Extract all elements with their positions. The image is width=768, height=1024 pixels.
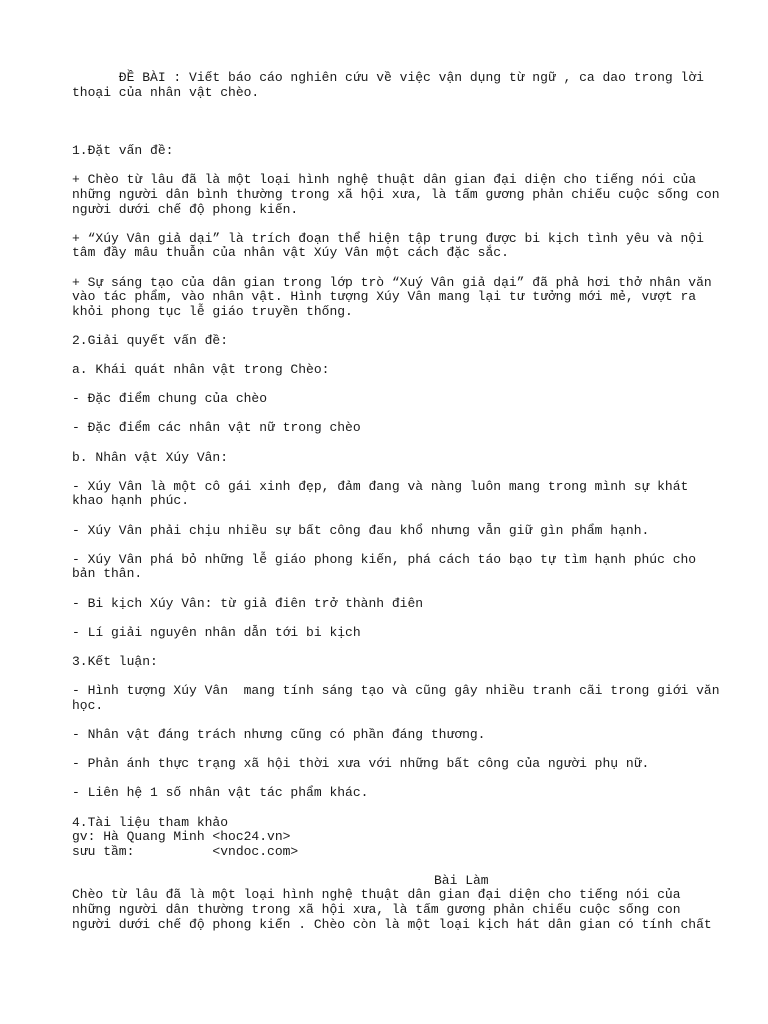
section-1-heading: 1.Đặt vấn đề: <box>72 143 174 159</box>
section-4-heading: 4.Tài liệu tham khảo <box>72 814 229 830</box>
list-item: - Nhân vật đáng trách nhưng cũng có phần đáng thương. <box>72 726 486 742</box>
list-item: - Đặc điểm các nhân vật nữ trong chèo <box>72 420 361 436</box>
section-3-heading: 3.Kết luận: <box>72 653 158 669</box>
list-item: - Xúy Vân là một cô gái xinh đẹp, đảm đang và nàng luôn mang trong mình sự khát khao hạnh phúc. <box>72 478 689 509</box>
essay-body: Chèo từ lâu đã là một loại hình nghệ thuật dân gian đại diện cho tiếng nói của những người dân thường trong xã hội xưa, là tấm gương phản chiếu cuộc sống con người dưới chế độ phong kiến . Chèo còn là một loại kịch hát dân gian có tính chất <box>72 887 712 932</box>
list-item: - Liên hệ 1 số nhân vật tác phẩm khác. <box>72 785 369 801</box>
list-item: - Lí giải nguyên nhân dẫn tới bi kịch <box>72 624 361 640</box>
list-item: - Hình tượng Xúy Vân mang tính sáng tạo và cũng gây nhiều tranh cãi trong giới văn học. <box>72 683 720 713</box>
assignment-title-line-1: ĐỀ BÀI : Viết báo cáo nghiên cứu về việc vận dụng từ ngữ , ca dao trong lời <box>72 70 704 85</box>
list-item: - Xúy Vân phải chịu nhiều sự bất công đau khổ nhưng vẫn giữ gìn phẩm hạnh. <box>72 522 650 538</box>
document-page <box>72 70 720 932</box>
subsection-b-heading: b. Nhân vật Xúy Vân: <box>72 449 229 465</box>
list-item: - Xúy Vân phá bỏ những lễ giáo phong kiến, phá cách táo bạo tự tìm hạnh phúc cho bản thân. <box>72 551 697 582</box>
list-item: - Đặc điểm chung của chèo <box>72 391 268 407</box>
reference-line: gv: Hà Quang Minh <hoc24.vn> <box>72 829 291 845</box>
essay-title: Bài Làm <box>434 872 489 888</box>
subsection-a-heading: a. Khái quát nhân vật trong Chèo: <box>72 362 330 378</box>
reference-line: sưu tầm: <vndoc.com> <box>72 843 299 859</box>
section-1-paragraph-2: + “Xúy Vân giả dại” là trích đoạn thể hiện tập trung được bi kịch tình yêu và nội tâm đầy mâu thuẫn của nhân vật Xúy Vân một cách đặc sắc. <box>72 230 704 261</box>
section-1-paragraph-3: + Sự sáng tạo của dân gian trong lớp trò “Xuý Vân giả dại” đã phả hơi thở nhân văn vào tác phẩm, vào nhân vật. Hình tượng Xúy Vân mang lại tư tưởng mới mẻ, vượt ra khỏi phong tục lễ giáo truyền thống. <box>72 274 712 319</box>
list-item: - Phản ánh thực trạng xã hội thời xưa với những bất công của người phụ nữ. <box>72 756 650 772</box>
list-item: - Bi kịch Xúy Vân: từ giả điên trở thành điên <box>72 595 424 611</box>
section-2-heading: 2.Giải quyết vấn đề: <box>72 332 229 348</box>
assignment-title-line-2: thoại của nhân vật chèo. <box>72 84 260 100</box>
section-1-paragraph-1: + Chèo từ lâu đã là một loại hình nghệ thuật dân gian đại diện cho tiếng nói của những người dân bình thường trong xã hội xưa, là tấm gương phản chiếu cuộc sống con người dưới chế độ phong kiến. <box>72 172 720 217</box>
